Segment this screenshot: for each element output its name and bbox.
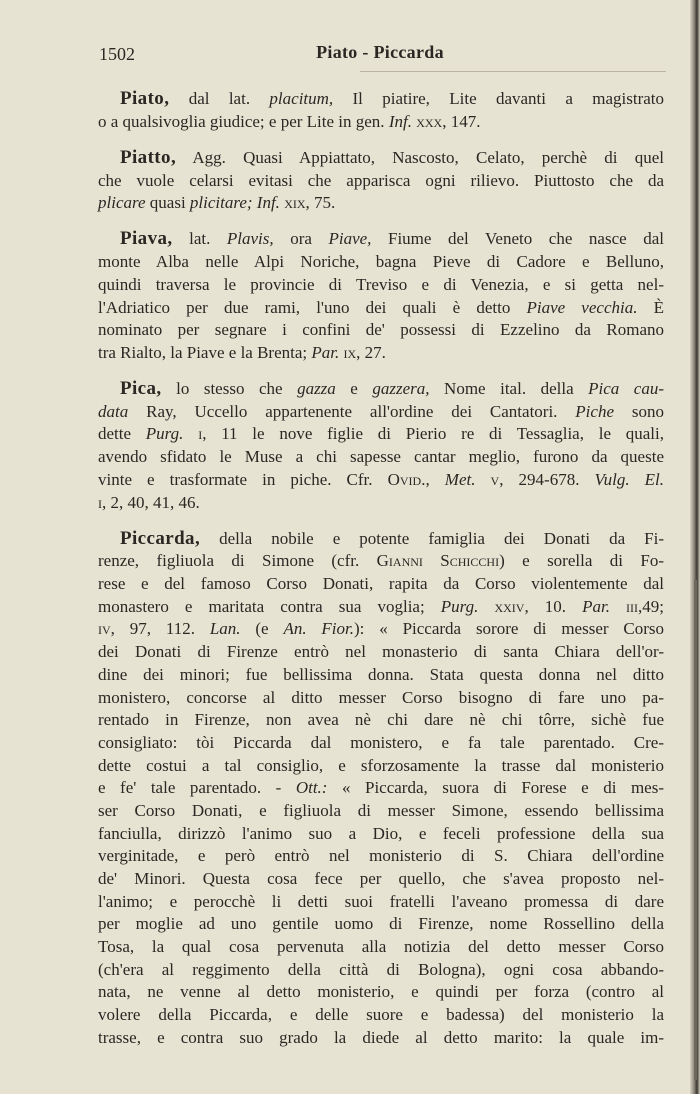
- text-run: xxiv: [494, 596, 525, 616]
- text-run: An. Fior.: [283, 619, 355, 639]
- text-run: [478, 597, 494, 616]
- text-run: Piave,: [328, 229, 372, 249]
- entry-pica: [98, 378, 664, 514]
- text-run: placitum,: [269, 89, 334, 108]
- text-run: dine dei minori; fue bellissima donna. Stata questa donna nel ditto: [98, 664, 664, 684]
- text-line: [98, 732, 664, 755]
- text-run: fanciulla, dirizzò l'animo suo a Dio, e feceli professione della sua: [98, 823, 664, 843]
- text-run: monastero e maritata contra sua voglia;: [98, 596, 441, 616]
- text-line: [98, 319, 664, 342]
- text-run: renze, figliuola di Simone (cfr.: [98, 551, 377, 571]
- text-run: Piave vecchia.: [526, 297, 638, 317]
- text-run: xix: [284, 193, 306, 213]
- text-run: , 147.: [442, 111, 481, 131]
- text-run: quindi traversa le provincie di Treviso e di Venezia, e si getta nel-: [98, 274, 664, 294]
- text-run: Purg.: [145, 424, 184, 444]
- text-run: data: [98, 401, 129, 421]
- text-run: rentado in Firenze, non avea nè chi dare nè chi tôrre, sichè fue: [98, 710, 664, 730]
- text-run: verginitade, e però entrò nel monisterio di S. Chiara dell'ordine: [98, 846, 664, 866]
- text-line: [98, 596, 664, 619]
- text-line: [98, 641, 664, 664]
- text-line: [98, 981, 664, 1004]
- headword: Pica,: [120, 378, 162, 400]
- text-run: plicitare; Inf.: [189, 193, 280, 213]
- text-line: [98, 687, 664, 710]
- text-run: Vulg. El.: [594, 469, 665, 489]
- text-line: [98, 342, 664, 365]
- text-run: ix: [343, 342, 357, 362]
- text-run: gazzera,: [372, 379, 430, 399]
- text-line: [98, 845, 664, 868]
- text-run: Tosa, la qual cosa pervenuta alla notizia del detto messer Corso: [98, 937, 664, 957]
- text-line: [98, 891, 664, 914]
- text-run: Il piatire, Lite davanti a magistrato: [333, 89, 664, 108]
- text-run: , 27.: [356, 342, 386, 362]
- text-run: consigliato: tòi Piccarda dal monistero, e fa tale parentado. Cre-: [98, 732, 664, 752]
- text-run: xxx: [416, 111, 443, 131]
- text-run: Lan.: [209, 619, 241, 639]
- text-run: de' Minori. Questa cosa fece per quello, che s'avea proposto nel-: [98, 869, 664, 888]
- text-run: ) e sorella di Fo-: [499, 551, 664, 571]
- text-line: [98, 936, 664, 959]
- text-run: plicare: [98, 193, 146, 213]
- text-line: [98, 868, 664, 891]
- text-run: nominato per segnare i confini de' possessi di Ezzelino da Romano: [98, 320, 664, 340]
- text-line: [98, 618, 664, 641]
- text-line: [98, 423, 664, 446]
- text-run: lat.: [172, 229, 227, 249]
- text-line: [98, 709, 664, 732]
- text-line: [98, 192, 664, 215]
- text-line: [98, 88, 664, 111]
- text-line: [98, 469, 664, 492]
- text-line: [98, 959, 664, 982]
- text-run: , 294-678.: [499, 469, 595, 489]
- text-run: l'animo; e perocchè li detti suoi fratelli l'aveano promessa di dare: [98, 891, 664, 911]
- text-run: e fe' tale parentado. -: [98, 778, 296, 798]
- text-run: v: [490, 469, 500, 489]
- book-edge-shadow: [694, 580, 697, 1080]
- text-run: È: [637, 297, 664, 317]
- text-run: Inf.: [388, 111, 412, 131]
- entry-piato: [98, 88, 664, 133]
- text-run: Par.: [311, 342, 340, 362]
- text-run: o a qualsivoglia giudice; e per Lite in gen.: [98, 111, 389, 131]
- headword: Piatto,: [120, 146, 177, 168]
- text-run: per moglie ad uno gentile uomo di Firenze, nome Rossellino della: [98, 914, 664, 934]
- text-line: [98, 777, 664, 800]
- text-run: tra Rialto, la Piave e la Brenta;: [98, 342, 312, 362]
- text-line: [98, 170, 664, 193]
- text-run: iv: [98, 619, 111, 639]
- text-run: della nobile e potente famiglia dei Donati da Fi-: [200, 528, 664, 548]
- dictionary-body: [98, 88, 664, 1063]
- text-run: (e: [240, 619, 284, 639]
- text-run: ,: [425, 469, 445, 489]
- text-line: [98, 378, 664, 401]
- entry-piccarda: [98, 528, 664, 1050]
- text-line: [98, 528, 664, 551]
- text-line: [98, 401, 664, 424]
- header-rule: [360, 71, 666, 72]
- text-run: Piche: [575, 401, 614, 421]
- running-head: Piato - Piccarda: [316, 42, 444, 62]
- headword: Piccarda,: [120, 527, 201, 549]
- text-run: (ch'era al reggimento della città di Bologna), ogni cosa abbando-: [98, 959, 664, 979]
- text-line: [98, 550, 664, 573]
- text-run: e: [335, 379, 373, 399]
- text-run: Pica cau-: [588, 379, 664, 399]
- text-line: [98, 1004, 664, 1027]
- text-run: Ovid.: [387, 469, 426, 489]
- headword: Piato,: [120, 88, 170, 109]
- text-run: , 97, 112.: [110, 619, 210, 639]
- text-line: [98, 664, 664, 687]
- text-run: dal lat.: [169, 89, 270, 108]
- text-run: quasi: [145, 193, 190, 213]
- text-line: [98, 228, 664, 251]
- entry-piatto: [98, 147, 664, 215]
- text-line: [98, 913, 664, 936]
- text-run: [183, 424, 198, 443]
- text-run: Purg.: [440, 596, 479, 616]
- text-line: [98, 446, 664, 469]
- text-run: Ott.:: [295, 778, 328, 798]
- text-run: Ray, Uccello appartenente all'ordine dei Cantatori.: [128, 401, 576, 421]
- text-run: monistero, concorse al ditto messer Corso bisogno di fare uno pa-: [98, 687, 664, 707]
- text-run: che vuole celarsi evitasi che apparisca ogni rilievo. Piuttosto che da: [98, 170, 664, 190]
- text-run: volere della Piccarda, e delle suore e badessa) del monisterio la: [98, 1005, 664, 1025]
- text-run: iii: [626, 596, 639, 616]
- text-run: i: [198, 424, 203, 444]
- text-run: ora: [273, 229, 329, 249]
- text-run: , 10.: [524, 596, 583, 616]
- text-line: [98, 147, 664, 170]
- text-run: , 2, 40, 41, 46.: [102, 492, 200, 512]
- text-run: « Piccarda, suora di Forese e di mes-: [327, 778, 664, 798]
- text-run: [475, 470, 490, 489]
- text-run: i: [98, 492, 102, 512]
- text-run: Fiume del Veneto che nasce dal: [371, 229, 664, 249]
- text-run: dette: [98, 424, 146, 444]
- text-run: sono: [614, 401, 664, 421]
- text-run: l'Adriatico per due rami, l'uno dei quali è detto: [98, 297, 527, 317]
- text-run: , 75.: [305, 193, 336, 213]
- text-run: , 11 le nove figlie di Pierio re di Tessaglia, le quali,: [202, 424, 664, 444]
- text-line: [98, 274, 664, 297]
- text-run: Agg. Quasi Appiattato, Nascosto, Celato, perchè di quel: [176, 147, 664, 167]
- text-run: trasse, e contra suo grado la diede al detto marito: la quale im-: [98, 1027, 664, 1047]
- text-run: vinte e trasformate in piche. Cfr.: [98, 469, 388, 489]
- text-run: ser Corso Donati, e figliuola di messer Simone, essendo bellissima: [98, 800, 664, 820]
- text-run: dei Donati di Firenze entrò nel monasterio di santa Chiara dell'or-: [98, 642, 664, 662]
- entry-piava: [98, 228, 664, 364]
- text-run: rese e del famoso Corso Donati, rapita da Corso violentemente dal: [98, 574, 664, 594]
- text-run: Gianni Schicchi: [376, 551, 500, 571]
- text-line: [98, 1027, 664, 1050]
- text-run: monte Alba nelle Alpi Noriche, bagna Pieve di Cadore e Belluno,: [98, 252, 664, 272]
- text-line: [98, 251, 664, 274]
- text-run: lo stesso che: [161, 379, 298, 399]
- text-line: [98, 492, 664, 515]
- text-line: [98, 755, 664, 778]
- text-line: [98, 823, 664, 846]
- text-run: Met.: [444, 469, 476, 489]
- text-run: nata, ne venne al detto monisterio, e quindi per forza (contro al: [98, 982, 664, 1002]
- text-run: Par.: [582, 596, 610, 616]
- text-line: [98, 573, 664, 596]
- text-line: [98, 297, 664, 320]
- text-run: Nome ital. della: [429, 379, 589, 399]
- headword: Piava,: [120, 228, 173, 250]
- text-run: avendo sfidato le Muse a chi sapesse cantar meglio, furono da queste: [98, 447, 664, 467]
- text-line: [98, 111, 664, 134]
- text-run: dette costui a tal consiglio, e sforzosamente la trasse dal monisterio: [98, 755, 664, 775]
- page-number: 1502: [99, 44, 135, 64]
- text-run: ,49;: [638, 596, 665, 616]
- text-run: gazza: [297, 379, 336, 399]
- text-run: [610, 597, 626, 616]
- text-line: [98, 800, 664, 823]
- text-run: Plavis,: [226, 229, 274, 249]
- text-run: ): « Piccarda sorore di messer Corso: [354, 619, 664, 639]
